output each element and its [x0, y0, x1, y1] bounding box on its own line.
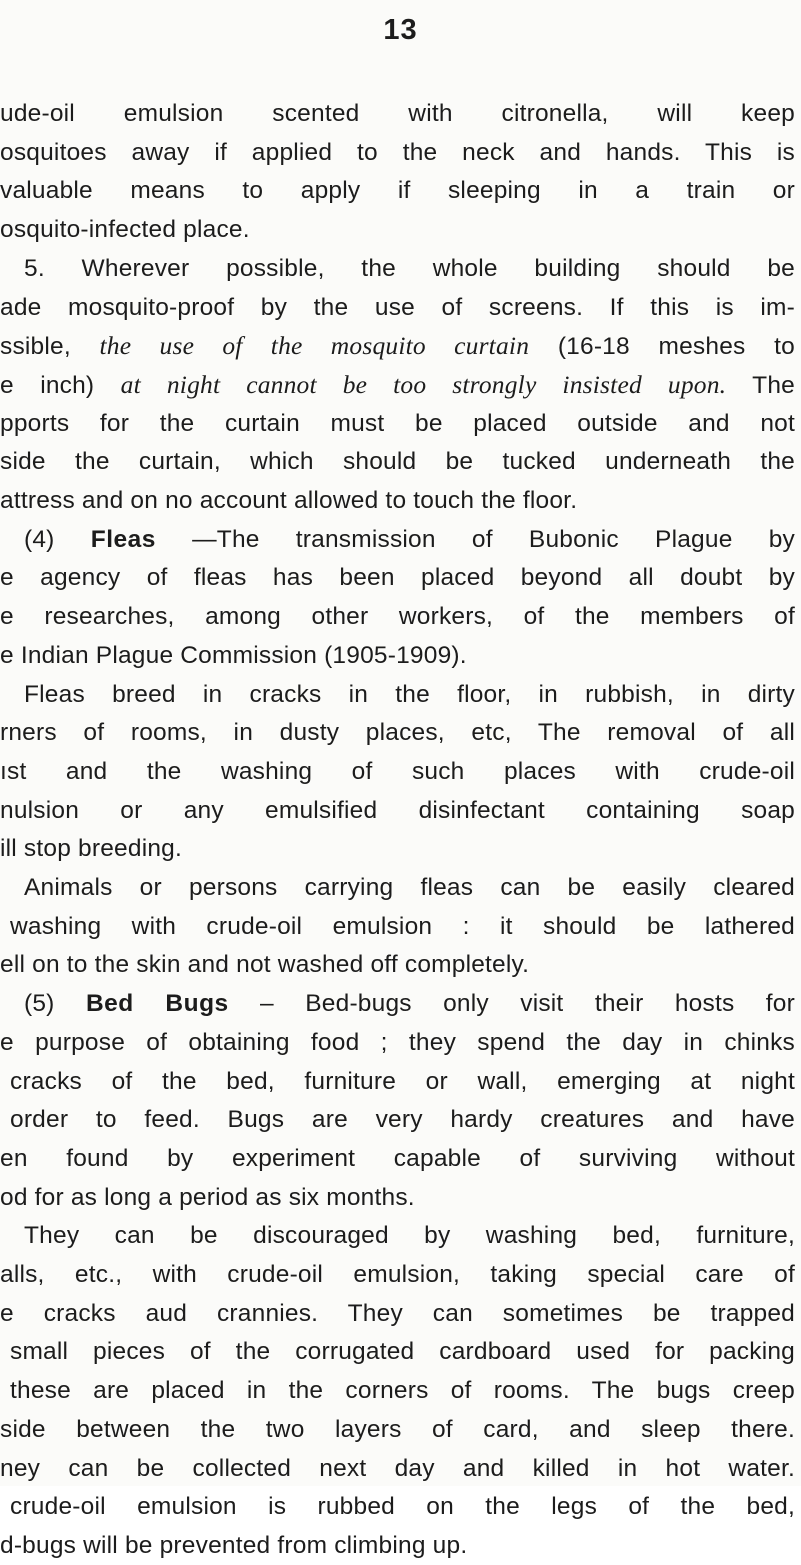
- text-line: [10, 1488, 795, 1526]
- text-line: [0, 366, 795, 404]
- text-line: [0, 792, 795, 830]
- text-line: [0, 405, 795, 443]
- text-line: [24, 869, 795, 907]
- text-segment: The: [726, 371, 795, 399]
- text-line: [0, 1024, 795, 1062]
- text-segment: rners of rooms, in dusty places, etc, The removal of all: [0, 719, 795, 747]
- text-line: [0, 95, 795, 133]
- text-segment: osquito-infected place.: [0, 216, 250, 244]
- text-line: [0, 1140, 795, 1178]
- text-line: [0, 289, 795, 327]
- text-segment: nulsion or any emulsified disinfectant containing soap: [0, 796, 795, 824]
- text-segment: ell on to the skin and not washed off completely.: [0, 951, 530, 979]
- text-segment: valuable means to apply if sleeping in a train or: [0, 177, 795, 205]
- text-segment: small pieces of the corrugated cardboard used for packing: [10, 1338, 795, 1366]
- text-segment: pports for the curtain must be placed outside and not: [0, 409, 795, 437]
- text-segment: – Bed-bugs only visit their hosts for: [228, 990, 795, 1018]
- text-line: [10, 908, 795, 946]
- text-line: [0, 946, 529, 984]
- text-line: [0, 134, 795, 172]
- text-segment: (16-18 meshes to: [529, 333, 795, 361]
- text-line: [24, 250, 795, 288]
- text-line: [10, 1063, 795, 1101]
- text-line: [0, 1527, 467, 1565]
- text-segment: Animals or persons carrying fleas can be easily cleared: [24, 874, 795, 901]
- text-line: [0, 753, 795, 791]
- text-segment: e Indian Plague Commission (1905-1909).: [0, 641, 467, 669]
- section-heading: Fleas: [90, 525, 156, 553]
- text-line: [0, 327, 795, 365]
- text-segment: these are placed in the corners of rooms. The bugs creep: [10, 1377, 795, 1405]
- text-segment: osquitoes away if applied to the neck and hands. This is: [0, 138, 795, 166]
- text-segment: ade mosquito-proof by the use of screens. If this is im-: [0, 293, 795, 321]
- text-segment: od for as long a period as six months.: [0, 1183, 415, 1211]
- text-segment: order to feed. Bugs are very hardy creatures and have: [10, 1106, 795, 1134]
- text-segment: side between the two layers of card, and sleep there.: [0, 1415, 795, 1443]
- text-line: [0, 1179, 415, 1217]
- text-segment: attress and on no account allowed to touch the floor.: [0, 487, 578, 514]
- text-segment: They can be discouraged by washing bed, furniture,: [24, 1222, 795, 1250]
- text-segment: e purpose of obtaining food ; they spend the day in chinks: [0, 1028, 795, 1056]
- text-line: [10, 1333, 795, 1371]
- text-line: [10, 1372, 795, 1410]
- text-segment: 5. Wherever possible, the whole building should be: [24, 254, 795, 282]
- text-line: [0, 443, 795, 481]
- text-segment: en found by experiment capable of surviving without: [0, 1144, 795, 1172]
- text-segment: (4): [24, 525, 91, 553]
- text-line: [24, 676, 795, 714]
- text-line: [24, 521, 795, 559]
- text-segment: ssible,: [0, 333, 100, 361]
- text-line: [0, 1295, 795, 1333]
- text-segment: —The transmission of Bubonic Plague by: [155, 525, 795, 553]
- text-segment: ney can be collected next day and killed in hot water.: [0, 1454, 795, 1482]
- text-line: [0, 482, 577, 520]
- text-line: [0, 172, 795, 210]
- text-segment: ude-oil emulsion scented with citronella, will keep: [0, 100, 795, 127]
- text-line: [0, 714, 795, 752]
- text-line: [0, 211, 250, 249]
- text-line: [0, 598, 795, 636]
- text-segment: cracks of the bed, furniture or wall, emerging at night: [10, 1067, 795, 1095]
- text-segment: d-bugs will be prevented from climbing up.: [0, 1531, 468, 1559]
- text-line: [0, 1256, 795, 1294]
- text-line: [10, 1101, 795, 1139]
- text-segment: (5): [24, 990, 86, 1018]
- text-segment: alls, etc., with crude-oil emulsion, taking special care of: [0, 1261, 795, 1288]
- text-segment: e agency of fleas has been placed beyond all doubt by: [0, 564, 795, 592]
- text-segment: washing with crude-oil emulsion : it should be lathered: [10, 912, 795, 940]
- text-segment: e cracks aud crannies. They can sometimes be trapped: [0, 1299, 795, 1327]
- page-number: 13: [383, 14, 418, 46]
- italic-text: the use of the mosquito curtain: [99, 331, 530, 361]
- text-segment: side the curtain, which should be tucked underneath the: [0, 448, 795, 476]
- text-segment: ıst and the washing of such places with crude-oil: [0, 757, 795, 785]
- text-line: [0, 1411, 795, 1449]
- text-segment: e inch): [0, 371, 121, 399]
- italic-text: at night cannot be too strongly insisted upon.: [120, 369, 727, 399]
- text-line: [24, 985, 795, 1023]
- text-line: [0, 559, 795, 597]
- text-line: [0, 1450, 795, 1488]
- text-line: [24, 1217, 795, 1255]
- section-heading: Bed Bugs: [85, 990, 229, 1018]
- text-segment: crude-oil emulsion is rubbed on the legs of the bed,: [10, 1493, 795, 1521]
- text-line: [0, 830, 182, 868]
- text-line: [0, 637, 467, 675]
- text-segment: Fleas breed in cracks in the floor, in rubbish, in dirty: [24, 680, 795, 708]
- text-segment: ill stop breeding.: [0, 835, 183, 863]
- text-segment: e researches, among other workers, of the members of: [0, 603, 795, 631]
